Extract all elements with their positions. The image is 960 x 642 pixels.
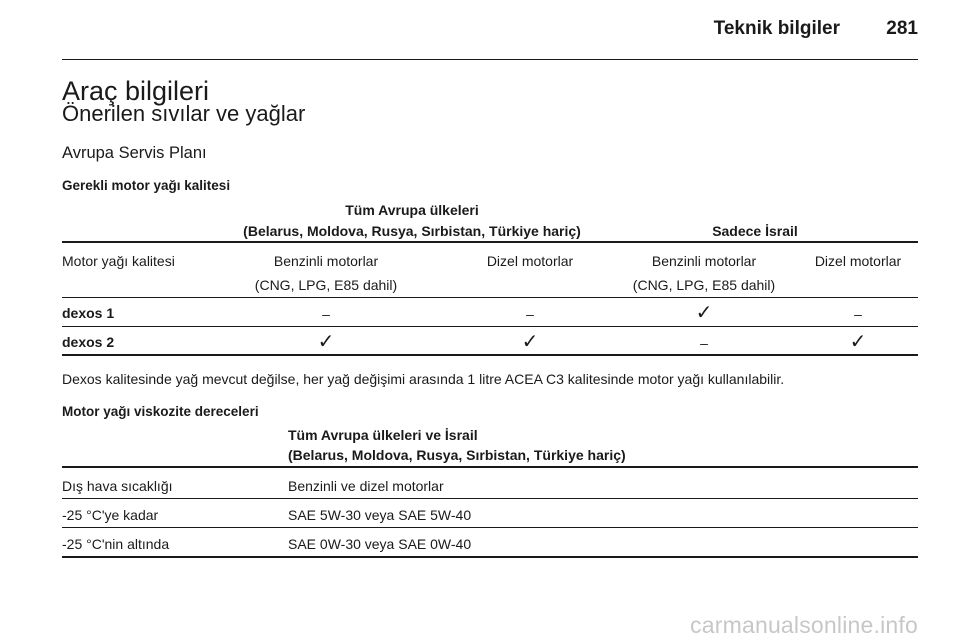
- viscosity-heading: Motor yağı viskozite dereceleri: [62, 404, 259, 419]
- visc-row-temp: -25 °C'ye kadar: [62, 507, 159, 523]
- watermark: carmanualsonline.info: [690, 612, 918, 638]
- running-title: Teknik bilgiler: [713, 18, 840, 39]
- oil-group-heading-line2: (Belarus, Moldova, Rusya, Sırbistan, Türkiye hariç): [243, 223, 581, 239]
- visc-row-grade: SAE 0W-30 veya SAE 0W-40: [288, 536, 472, 552]
- page-header: [62, 18, 918, 48]
- checkmark-icon: ✓: [849, 331, 867, 353]
- visc-table-bottom-rule: [62, 556, 918, 558]
- oil-table-top-rule: [62, 241, 918, 243]
- visc-col-temp: Dış hava sıcaklığı: [62, 478, 173, 494]
- oil-col-petrol-eu-note: (CNG, LPG, E85 dahil): [254, 277, 398, 293]
- dash-icon: –: [526, 306, 534, 322]
- visc-row-grade: SAE 5W-30 veya SAE 5W-40: [288, 507, 472, 523]
- oil-quality-heading: Gerekli motor yağı kalitesi: [62, 178, 231, 193]
- visc-row-temp: -25 °C'nin altında: [62, 536, 170, 552]
- plan-title: Avrupa Servis Planı: [62, 144, 207, 162]
- page-number: 281: [886, 18, 918, 39]
- visc-header-rule: [62, 498, 918, 499]
- visc-col-engines: Benzinli ve dizel motorlar: [288, 478, 444, 494]
- oil-col-quality: Motor yağı kalitesi: [62, 253, 175, 269]
- oil-col-petrol-il: Benzinli motorlar: [651, 253, 757, 269]
- visc-row-rule: [62, 527, 918, 528]
- header-rule: [62, 59, 918, 60]
- dash-icon: –: [322, 306, 330, 322]
- visc-table-top-rule: [62, 466, 918, 468]
- oil-group-heading-line1: Tüm Avrupa ülkeleri: [345, 202, 479, 218]
- oil-header-rule: [62, 297, 918, 298]
- checkmark-icon: ✓: [317, 331, 335, 353]
- oil-col-petrol-il-note: (CNG, LPG, E85 dahil): [632, 277, 776, 293]
- oil-group-heading-israel: Sadece İsrail: [712, 223, 798, 239]
- visc-group-heading-line1: Tüm Avrupa ülkeleri ve İsrail: [288, 427, 478, 443]
- subsection-title: Önerilen sıvılar ve yağlar: [62, 101, 306, 126]
- oil-row-label: dexos 1: [62, 305, 115, 321]
- visc-group-heading-line2: (Belarus, Moldova, Rusya, Sırbistan, Türkiye hariç): [288, 447, 626, 463]
- oil-col-petrol-eu: Benzinli motorlar: [273, 253, 379, 269]
- dash-icon: –: [700, 335, 708, 351]
- oil-row-rule: [62, 326, 918, 327]
- oil-col-diesel-eu: Dizel motorlar: [486, 253, 574, 269]
- checkmark-icon: ✓: [695, 302, 713, 324]
- dash-icon: –: [854, 306, 862, 322]
- checkmark-icon: ✓: [521, 331, 539, 353]
- dexos-note: Dexos kalitesinde yağ mevcut değilse, her yağ değişimi arasında 1 litre ACEA C3 kalitesinde motor yağı kullanılabilir.: [62, 371, 785, 387]
- oil-row-label: dexos 2: [62, 334, 115, 350]
- section-title: Araç bilgileri: [62, 76, 210, 106]
- oil-table-bottom-rule: [62, 354, 918, 356]
- oil-col-diesel-il: Dizel motorlar: [814, 253, 902, 269]
